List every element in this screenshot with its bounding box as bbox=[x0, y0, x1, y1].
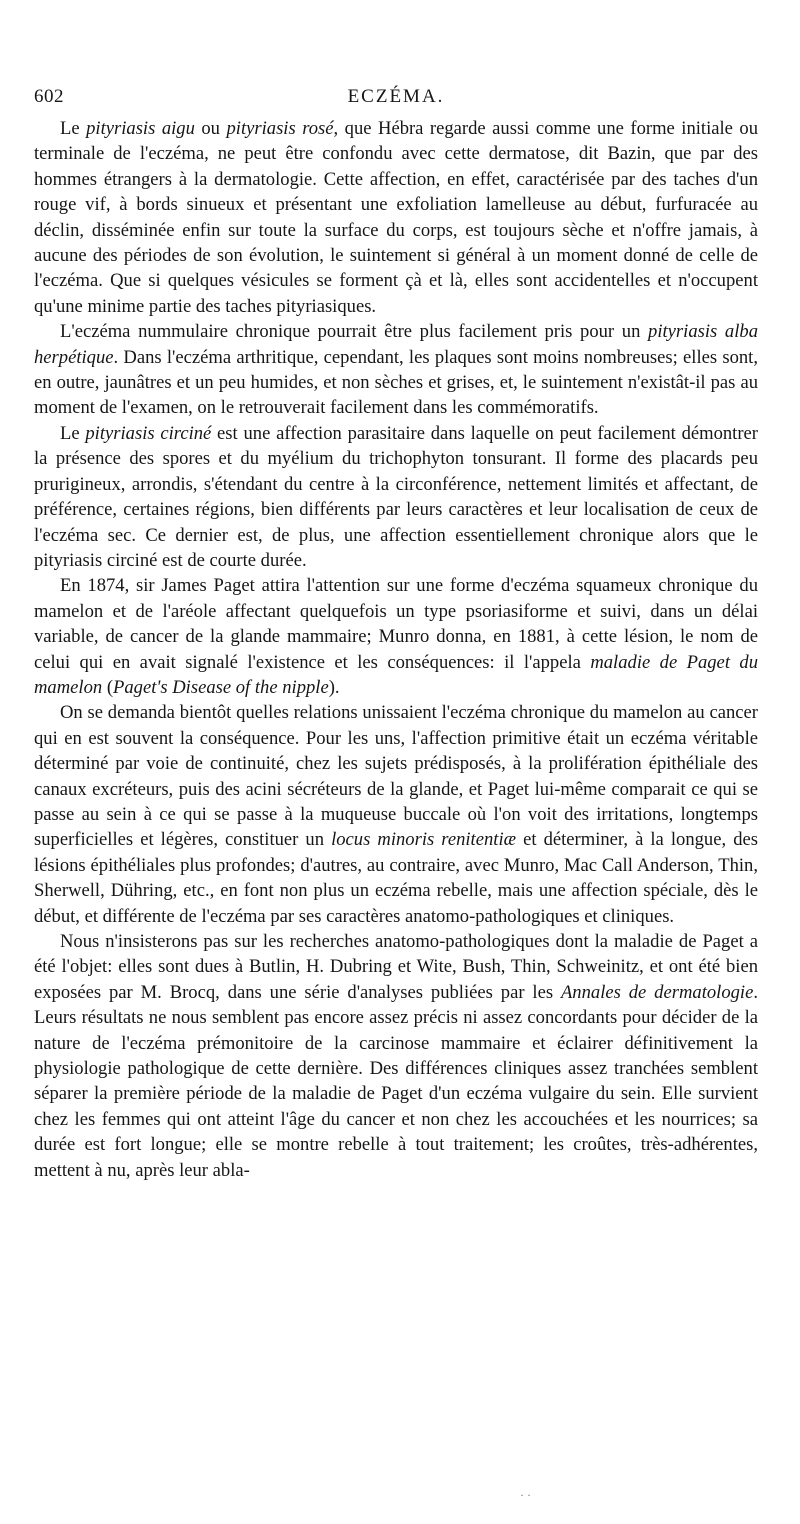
paragraph bbox=[34, 573, 758, 700]
page-number: 602 bbox=[34, 86, 64, 107]
text-segment: Le bbox=[60, 118, 87, 139]
text-segment: Nous n'insisterons pas sur les recherches anatomo-pathologiques dont la maladie de Paget a été l'objet: elles sont dues à Butlin, H. Dubring et Wite, Bush, Thin, Schweinitz, et ont été bien exposées par M. Brocq, dans une série d'analyses publiées par les bbox=[34, 931, 758, 1003]
text-segment: . Dans l'eczéma arthritique, cependant, les plaques sont moins nombreuses; elles sont, en outre, jaunâtres et un peu humides, et non sèches et grises, et, le suintement n'existât-il pas au moment de l'examen, on le retrouverait facilement dans les commémoratifs. bbox=[34, 346, 758, 419]
text-segment: ). bbox=[328, 676, 340, 698]
text-segment: L'eczéma nummulaire chronique pourrait être plus facilement pris pour un bbox=[60, 321, 649, 343]
paragraph bbox=[34, 319, 758, 421]
text-segment: et déterminer, à la longue, des lésions épithéliales plus profondes; d'autres, au contraire, avec Munro, Mac Call Anderson, Thin, Sherwell, Dühring, etc., en font non plus un eczéma rebelle, mais une affection spéciale, dès le début, et différente de l'eczéma par ses caractères anatomo-pathologiques et cliniques. bbox=[34, 829, 758, 927]
text-segment: ( bbox=[102, 676, 114, 698]
italic-term: maladie de Paget du mamelon bbox=[34, 651, 758, 698]
italic-term: locus minoris renitentiæ bbox=[331, 829, 517, 851]
scan-speck: · · bbox=[520, 1488, 531, 1502]
text-segment: En 1874, sir James Paget attira l'attention sur une forme d'eczéma squameux chronique du mamelon et de l'aréole affectant quelquefois un type psoriasiforme et suivi, dans un délai variable, de cancer de la glande mammaire; Munro donna, en 1881, à cette lésion, le nom de celui qui en avait signalé l'existence et les conséquences: il l'appela bbox=[34, 575, 758, 673]
italic-term: pityriasis circiné bbox=[85, 422, 212, 444]
text-segment: Le bbox=[60, 422, 86, 444]
paragraph bbox=[34, 929, 758, 1183]
running-title: ECZÉMA. bbox=[347, 86, 445, 107]
paragraph bbox=[34, 116, 758, 319]
text-segment: . Leurs résultats ne nous semblent pas encore assez précis ni assez concordants pour décider de la nature de l'eczéma prémonitoire de la carcinose mammaire et éclairer définitivement la physiologie pathologique de cette dernière. Des différences cliniques assez tranchées semblent séparer la première période de la maladie de Paget d'un eczéma vulgaire du sein. Elle survient chez les femmes qui ont atteint l'âge du cancer et non chez les accouchées et les nourrices; sa durée est fort longue; elle se montre rebelle à tout traitement; les croûtes, très-adhérentes, mettent à nu, après leur abla- bbox=[34, 981, 758, 1181]
italic-term: pityriasis aigu bbox=[86, 118, 195, 139]
paragraph bbox=[34, 700, 758, 929]
text-segment: On se demanda bientôt quelles relations unissaient l'eczéma chronique du mamelon au cancer qui en est souvent la conséquence. Pour les uns, l'affection primitive était un eczéma véritable déterminé par voie de continuité, chez les sujets prédisposés, à la prolifération épithéliale des canaux excréteurs, puis des acini sécréteurs de la glande, et Paget lui-même comparait ce qui se passe au sein à ce qui se passe à la muqueuse buccale où l'on voit des irritations, longtemps superficielles et légères, constituer un bbox=[34, 702, 758, 851]
body-text bbox=[34, 116, 758, 1183]
italic-term: Paget's Disease of the nipple bbox=[113, 676, 329, 698]
text-segment: , que Hébra regarde aussi comme une forme initiale ou terminale de l'eczéma, ne peut être confondu avec cette dermatose, dit Bazin, que par des hommes étrangers à la dermatologie. Cette affection, en effet, caractérisée par des taches d'un rouge vif, à bords sinueux et présentant une exfoliation lamelleuse au début, furfuracée au déclin, disséminée enfin sur toute la surface du corps, est toujours sèche et n'offre jamais, à aucune des périodes de son évolution, le suintement si général à un moment donné de celle de l'eczéma. Que si quelques vésicules se forment çà et là, elles sont accidentelles et n'occupent qu'une minime partie des taches pityriasiques. bbox=[34, 118, 759, 317]
page-header bbox=[34, 82, 758, 112]
italic-term: Annales de dermatologie bbox=[560, 981, 754, 1003]
italic-term: pityriasis alba herpétique bbox=[34, 321, 758, 368]
paragraph bbox=[34, 421, 758, 573]
text-segment: ou bbox=[194, 118, 227, 139]
text-segment: est une affection parasitaire dans laquelle on peut facilement démontrer la présence des spores et du myélium du trichophyton tonsurant. Il forme des placards peu prurigineux, arrondis, s'étendant du centre à la circonférence, nettement limités et affectant, de préférence, certaines régions, bien différents par leurs caractères et leur localisation de ceux de l'eczéma sec. Ce dernier est, de plus, une affection essentiellement chronique alors que le pityriasis circiné est de courte durée. bbox=[34, 422, 758, 571]
italic-term: pityriasis rosé bbox=[226, 118, 334, 139]
